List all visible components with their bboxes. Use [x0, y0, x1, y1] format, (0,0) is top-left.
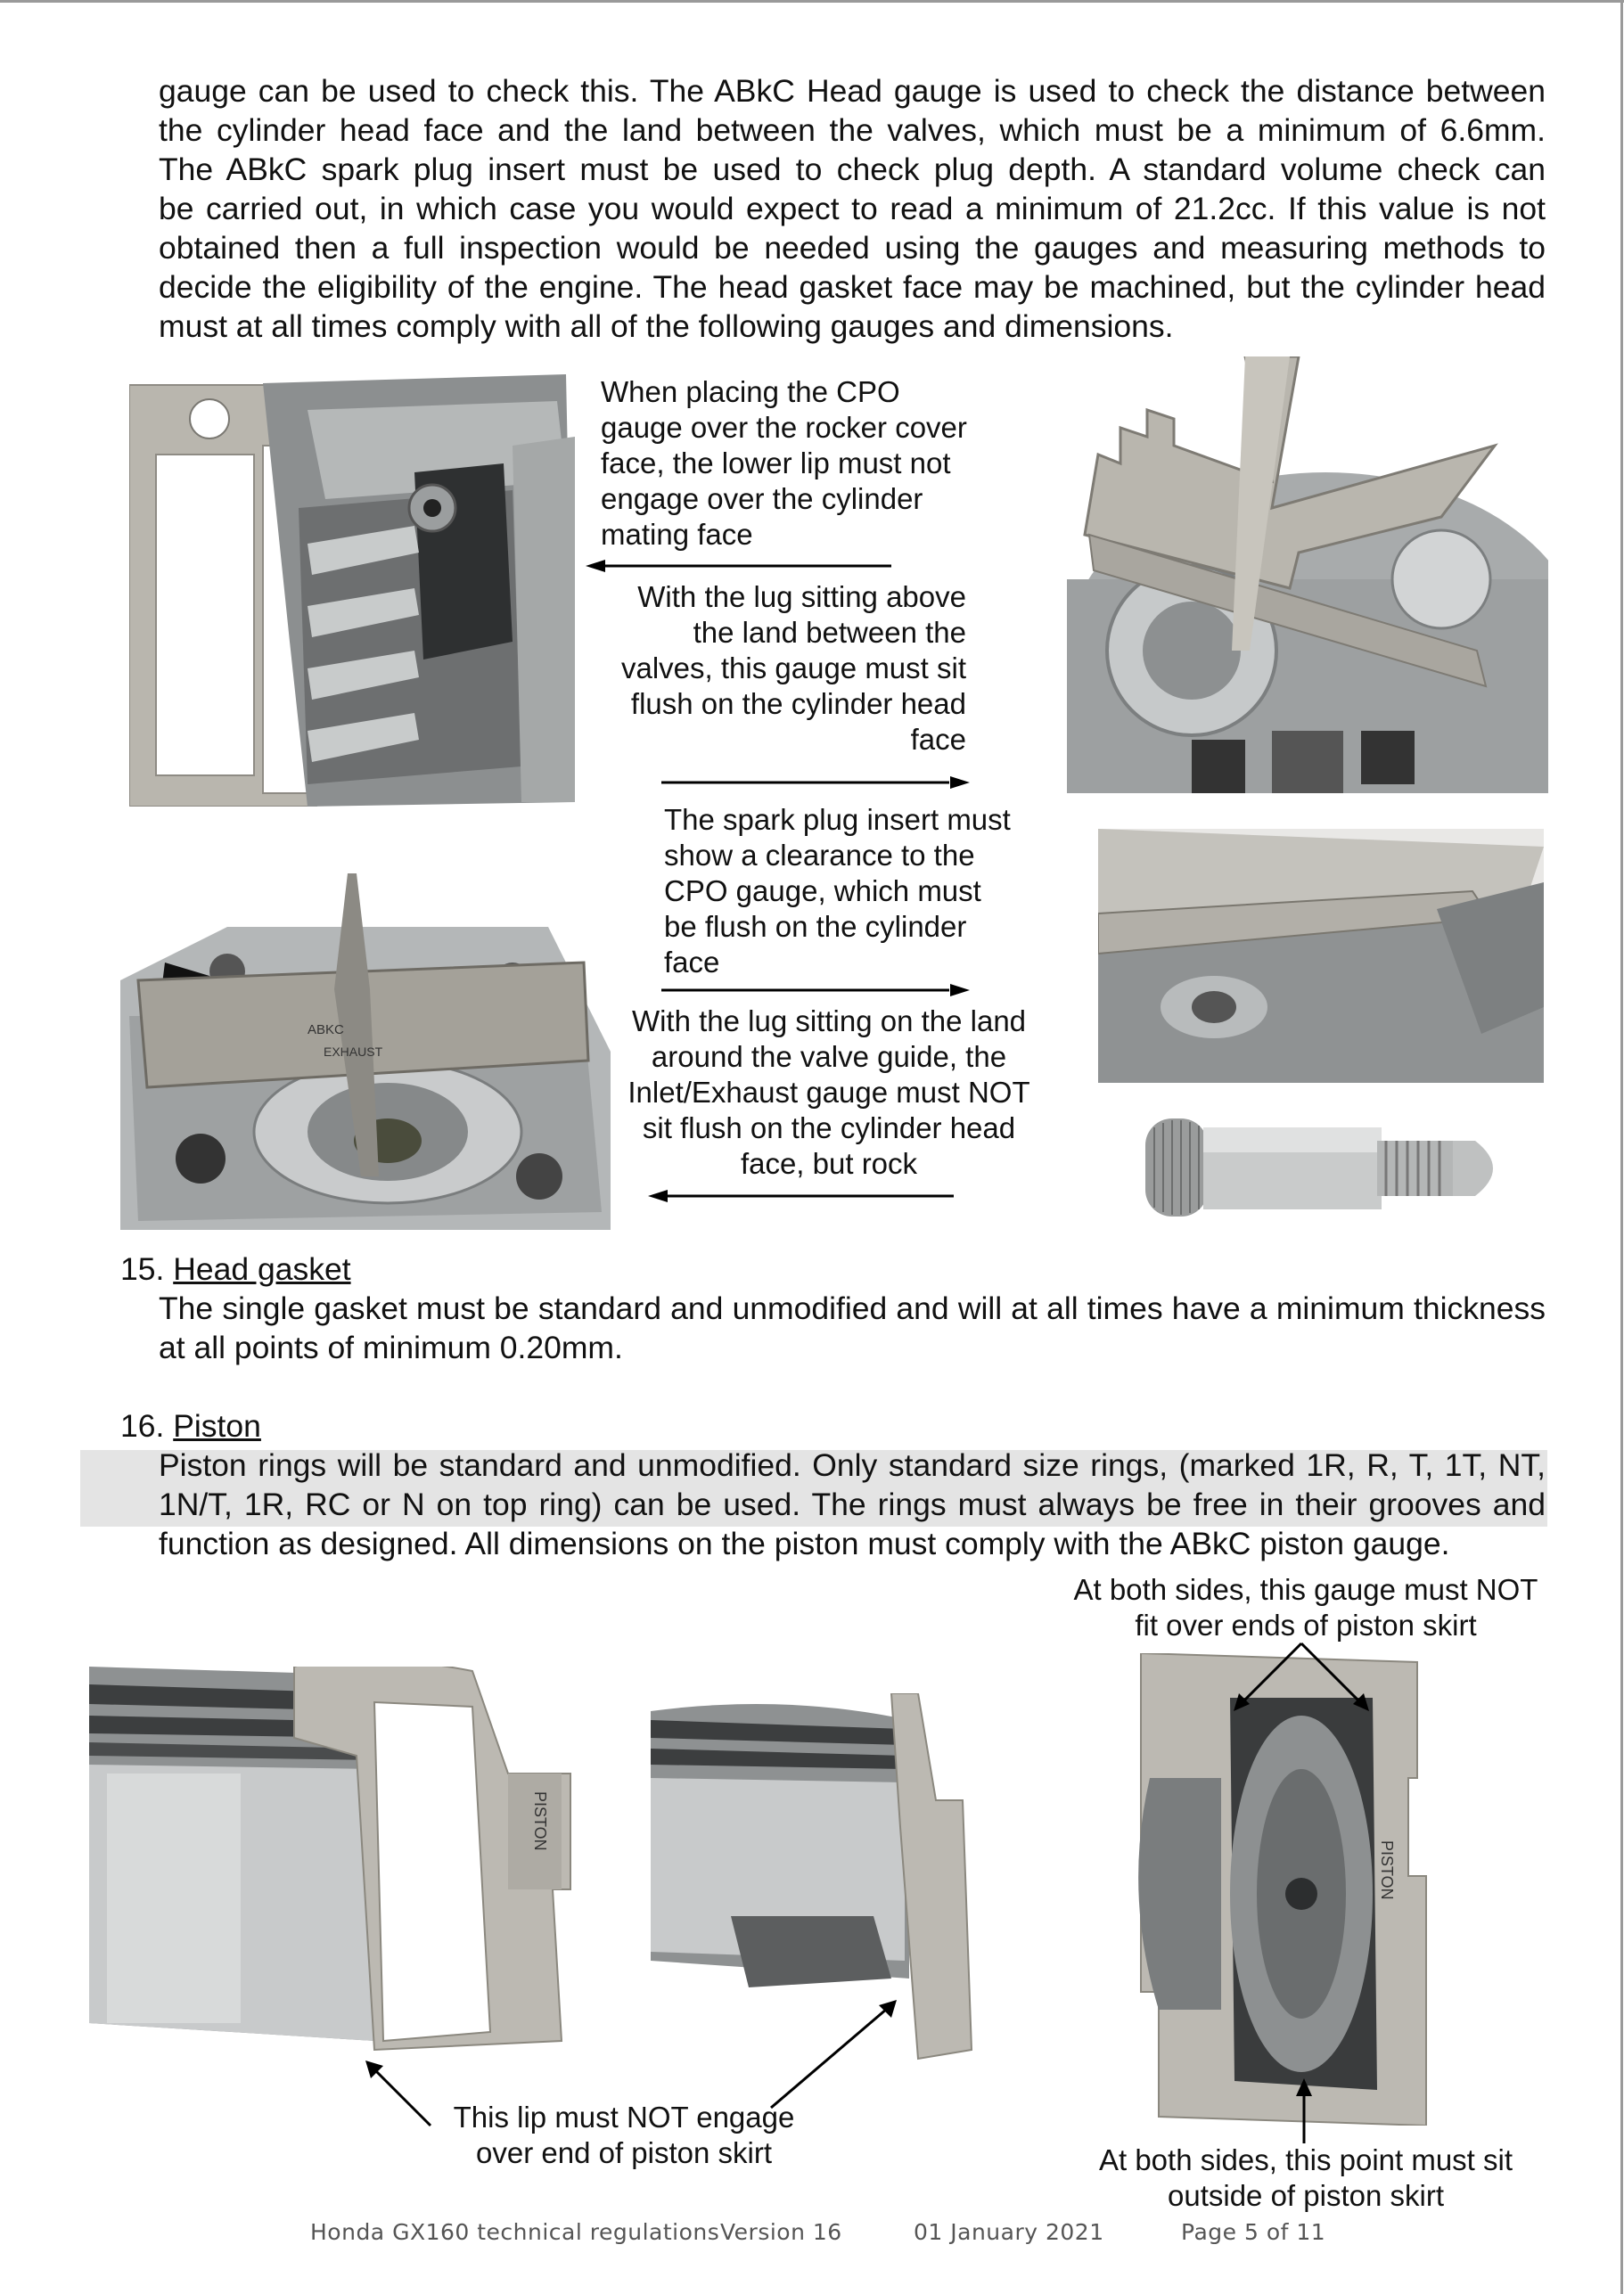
body-line: Piston rings will be standard and unmodified. Only standard size rings, (marked 1R, R, T, 1T, NT,: [159, 1447, 1546, 1483]
footer-page: Page 5 of 11: [1181, 2219, 1326, 2245]
section-15-heading: [120, 1249, 351, 1289]
section-16-body: [159, 1446, 1546, 1563]
skirt-bottom-caption: [1052, 2142, 1560, 2214]
arrow-lip-right: [767, 1996, 900, 2112]
caption-line: The spark plug insert must: [664, 803, 1011, 836]
head-gauge-photo: [1067, 356, 1548, 793]
caption-line: Inlet/Exhaust gauge must NOT: [627, 1076, 1030, 1109]
spark-plug-caption: [664, 802, 1038, 980]
footer-date: 01 January 2021: [914, 2219, 1104, 2245]
caption-line: gauge over the rocker cover: [601, 411, 967, 444]
caption-line: face: [664, 946, 720, 979]
arrows-skirt-top: [1230, 1640, 1373, 1711]
cpo-gauge-photo: [129, 374, 575, 807]
section-title: Head gasket: [173, 1251, 351, 1287]
section-number: 16.: [120, 1408, 165, 1444]
head-gauge-caption: [562, 579, 966, 758]
caption-line: This lip must NOT engage: [453, 2101, 795, 2134]
exhaust-stamp-text: EXHAUST: [324, 1045, 383, 1059]
caption-line: flush on the cylinder head: [630, 687, 966, 720]
piston-gauge-photo-3: [1123, 1653, 1435, 2126]
intro-line: obtained then a full inspection would be needed using the gauges and measuring methods to: [159, 230, 1546, 266]
intro-line: be carried out, in which case you would expect to read a minimum of 21.2cc. If this value is not: [159, 191, 1546, 226]
intro-line: gauge can be used to check this. The ABkC Head gauge is used to check the distance between: [159, 73, 1546, 109]
piston-gauge-photo-1: [89, 1667, 651, 2059]
arrow-right-head: [660, 774, 972, 791]
arrow-left-inlet: [646, 1187, 958, 1205]
caption-line: sit flush on the cylinder head: [642, 1111, 1016, 1144]
arrow-skirt-bottom: [1291, 2077, 1317, 2143]
caption-line: show a clearance to the: [664, 839, 975, 872]
spark-plug-insert-photo: [1136, 1101, 1529, 1234]
caption-line: At both sides, this point must sit: [1098, 2143, 1513, 2176]
lip-caption: [419, 2100, 829, 2171]
caption-line: When placing the CPO: [601, 375, 900, 408]
intro-paragraph: [159, 71, 1546, 346]
section-number: 15.: [120, 1251, 165, 1287]
footer-version: Version 16: [720, 2219, 842, 2245]
caption-line: face: [910, 723, 966, 756]
body-line: function as designed. All dimensions on the piston must comply with the ABkC piston gauge.: [159, 1526, 1450, 1561]
caption-line: valves, this gauge must sit: [620, 651, 966, 684]
body-line: at all points of minimum 0.20mm.: [159, 1330, 623, 1365]
caption-line: fit over ends of piston skirt: [1135, 1609, 1477, 1642]
section-title: Piston: [173, 1408, 261, 1444]
body-line: 1N/T, 1R, RC or N on top ring) can be used. The rings must always be free in their grooves and: [159, 1487, 1546, 1522]
caption-line: be flush on the cylinder: [664, 910, 967, 943]
caption-line: face, the lower lip must not: [601, 447, 951, 479]
arrow-right-spark: [660, 981, 972, 999]
intro-line: the cylinder head face and the land between the valves, which must be a minimum of 6.6mm.: [159, 112, 1546, 148]
cpo-stamp-text: ABKC: [308, 1022, 344, 1037]
page-edge-right: [1620, 0, 1623, 2294]
page-edge: [0, 0, 1624, 3]
arrow-left-cpo: [584, 557, 896, 575]
footer-doc-title: Honda GX160 technical regulations: [310, 2219, 720, 2245]
section-16-heading: [120, 1406, 261, 1446]
section-15-body: [159, 1289, 1546, 1367]
caption-line: At both sides, this gauge must NOT: [1073, 1573, 1538, 1606]
piston-stamp-3: PISTON: [1378, 1840, 1396, 1900]
intro-line: decide the eligibility of the engine. The head gasket face may be machined, but the cylinder head: [159, 269, 1546, 305]
piston-stamp-1: PISTON: [531, 1791, 549, 1851]
caption-line: outside of piston skirt: [1168, 2179, 1444, 2212]
caption-line: With the lug sitting on the land: [631, 1004, 1027, 1037]
caption-line: face, but rock: [740, 1147, 918, 1180]
caption-line: over end of piston skirt: [476, 2136, 772, 2169]
caption-line: With the lug sitting above: [637, 580, 966, 613]
spark-plug-clearance-photo: [1098, 829, 1544, 1083]
inlet-exhaust-gauge-photo: [120, 873, 611, 1230]
body-line: The single gasket must be standard and unmodified and will at all times have a minimum thickness: [159, 1290, 1546, 1326]
intro-line: must at all times comply with all of the following gauges and dimensions.: [159, 308, 1174, 344]
intro-line: The ABkC spark plug insert must be used to check plug depth. A standard volume check can: [159, 152, 1546, 187]
caption-line: the land between the: [693, 616, 966, 649]
inlet-exhaust-caption: [615, 1004, 1043, 1182]
cpo-gauge-caption: [601, 374, 993, 553]
skirt-top-caption: [1052, 1572, 1560, 1643]
caption-line: CPO gauge, which must: [664, 874, 981, 907]
caption-line: engage over the cylinder: [601, 482, 923, 515]
caption-line: around the valve guide, the: [651, 1040, 1007, 1073]
caption-line: mating face: [601, 518, 753, 551]
